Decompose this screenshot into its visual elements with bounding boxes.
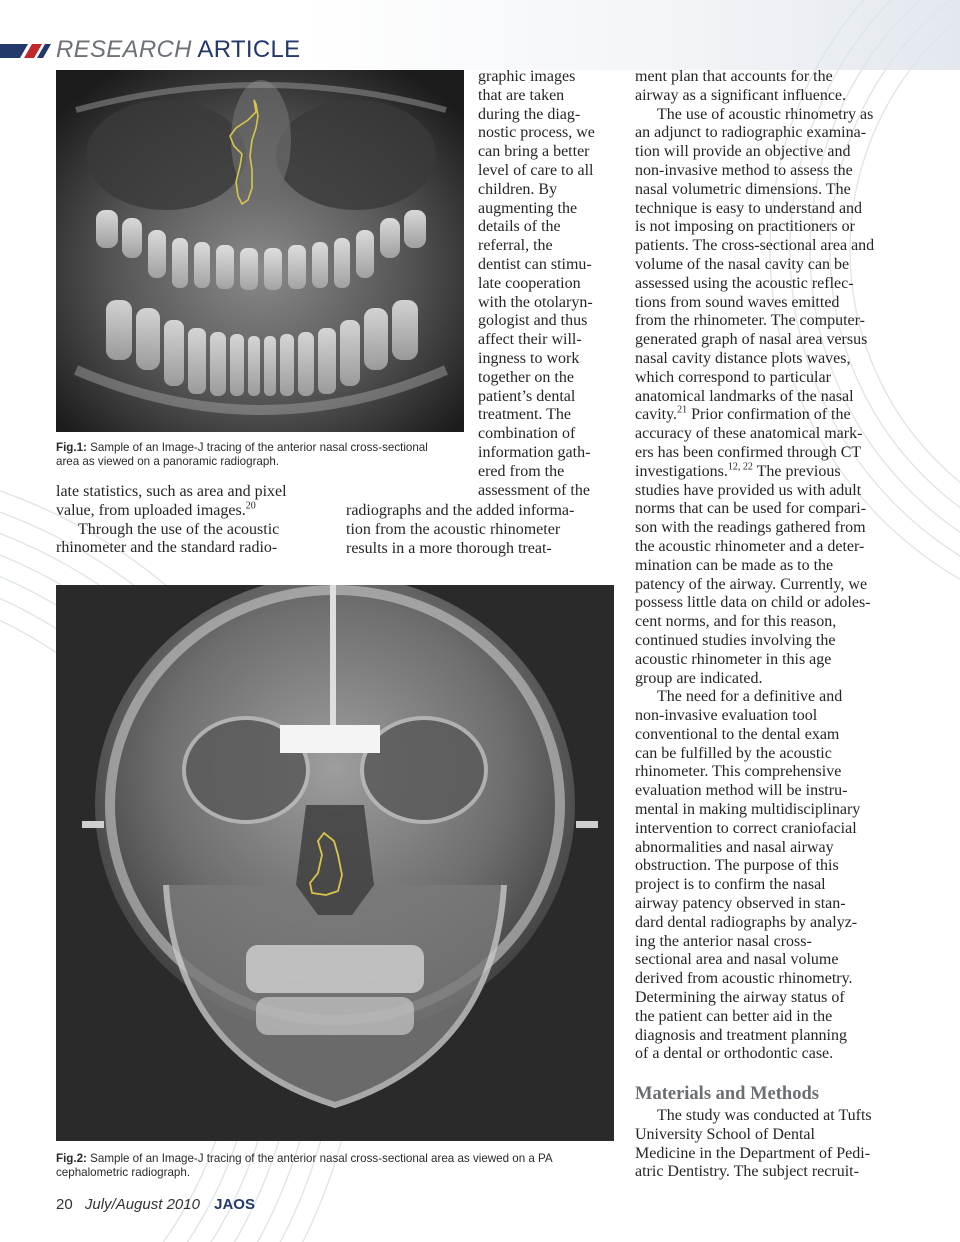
issue-date: July/August 2010	[84, 1196, 200, 1213]
journal-name: JAOS	[214, 1196, 255, 1213]
reference-20: 20	[245, 500, 256, 512]
page-number: 20	[56, 1196, 73, 1213]
header-logo-stripes	[0, 40, 52, 62]
section-heading-materials-methods: Materials and Methods	[635, 1084, 819, 1104]
page-footer	[56, 1196, 255, 1213]
figure-2-caption: Fig.2: Sample of an Image-J tracing of the anterior nasal cross-sectional area as viewed on a PA cephalometric radiograph.	[56, 1152, 553, 1179]
column-1-text: late statistics, such as area and pixel value, from uploaded images.$^{20}$ Through the use of the acoustic rhinometer and the standard radio-	[56, 483, 287, 557]
pa-cephalometric-radiograph-image	[56, 585, 614, 1141]
reference-21: 21	[677, 405, 688, 417]
column-2-top-text: graphic images that are taken during the diag- nostic process, we can bring a better level of care to all children. By augmenting the details of the referral, the dentist can stimu- late cooperation with the otolaryn- gologist and thus affect their will- ingness to work together on the patient’s dental treatment. The combination of information gath- ered from the assessment of the	[478, 68, 595, 499]
reference-12-22: 12, 22	[727, 461, 753, 473]
column-2-bottom-text: radiographs and the added informa- tion from the acoustic rhinometer results in a more thorough treat-	[346, 502, 575, 557]
section-header-light: RESEARCH	[56, 36, 192, 63]
figure-2-label: Fig.2:	[56, 1152, 87, 1165]
column-3-text: ment plan that accounts for the airway as a significant influence. The use of acoustic rhinometry as an adjunct to radiographic examina- tion will provide an objective and non-invasive method to assess the nasal volumetric dimensions. The technique is easy to understand and is not imposing on practitioners or patients. The cross-sectional area and volume of the nasal cavity can be assessed using the acoustic reflec- tions from sound waves emitted from the rhinometer. The computer- generated graph of nasal area versus nasal cavity distance plots waves, which correspond to particular anatomical landmarks of the nasal cavity.$^{21}$ Prior confirmation of the accuracy of these anatomical mark- ers has been confirmed through CT investigations.$^{12, 22}$ The previous studies have provided us with adult norms that can be used for compari- son with the readings gathered from the acoustic rhinometer and a deter- mination can be made as to the patency of the airway. Currently, we possess little data on child or adoles- cent norms, and for this reason, continued studies involving the acoustic rhinometer in this age group are indicated. The need for a definitive and non-invasive evaluation tool conventional to the dental exam can be fulfilled by the acoustic rhinometer. This comprehensive evaluation method will be instru- mental in making multidisciplinary intervention to correct craniofacial abnormalities and nasal airway obstruction. The purpose of this project is to confirm the nasal airway patency observed in stan- dard dental radiographs by analyz- ing the anterior nasal cross- sectional area and nasal volume derived from acoustic rhinometry. Determining the airway status of the patient can better aid in the diagnosis and treatment planning of a dental or orthodontic case.	[635, 68, 875, 1063]
column-3-materials-text: The study was conducted at Tufts University School of Dental Medicine in the Department of Pedi- atric Dentistry. The subject recruit-	[635, 1107, 872, 1181]
section-header	[56, 36, 300, 64]
panoramic-radiograph-image	[56, 70, 464, 432]
figure-1-caption: Fig.1: Sample of an Image-J tracing of the anterior nasal cross-sectional area as viewed on a panoramic radiograph.	[56, 441, 428, 468]
section-header-bold: ARTICLE	[197, 36, 301, 63]
figure-1-label: Fig.1:	[56, 441, 87, 454]
